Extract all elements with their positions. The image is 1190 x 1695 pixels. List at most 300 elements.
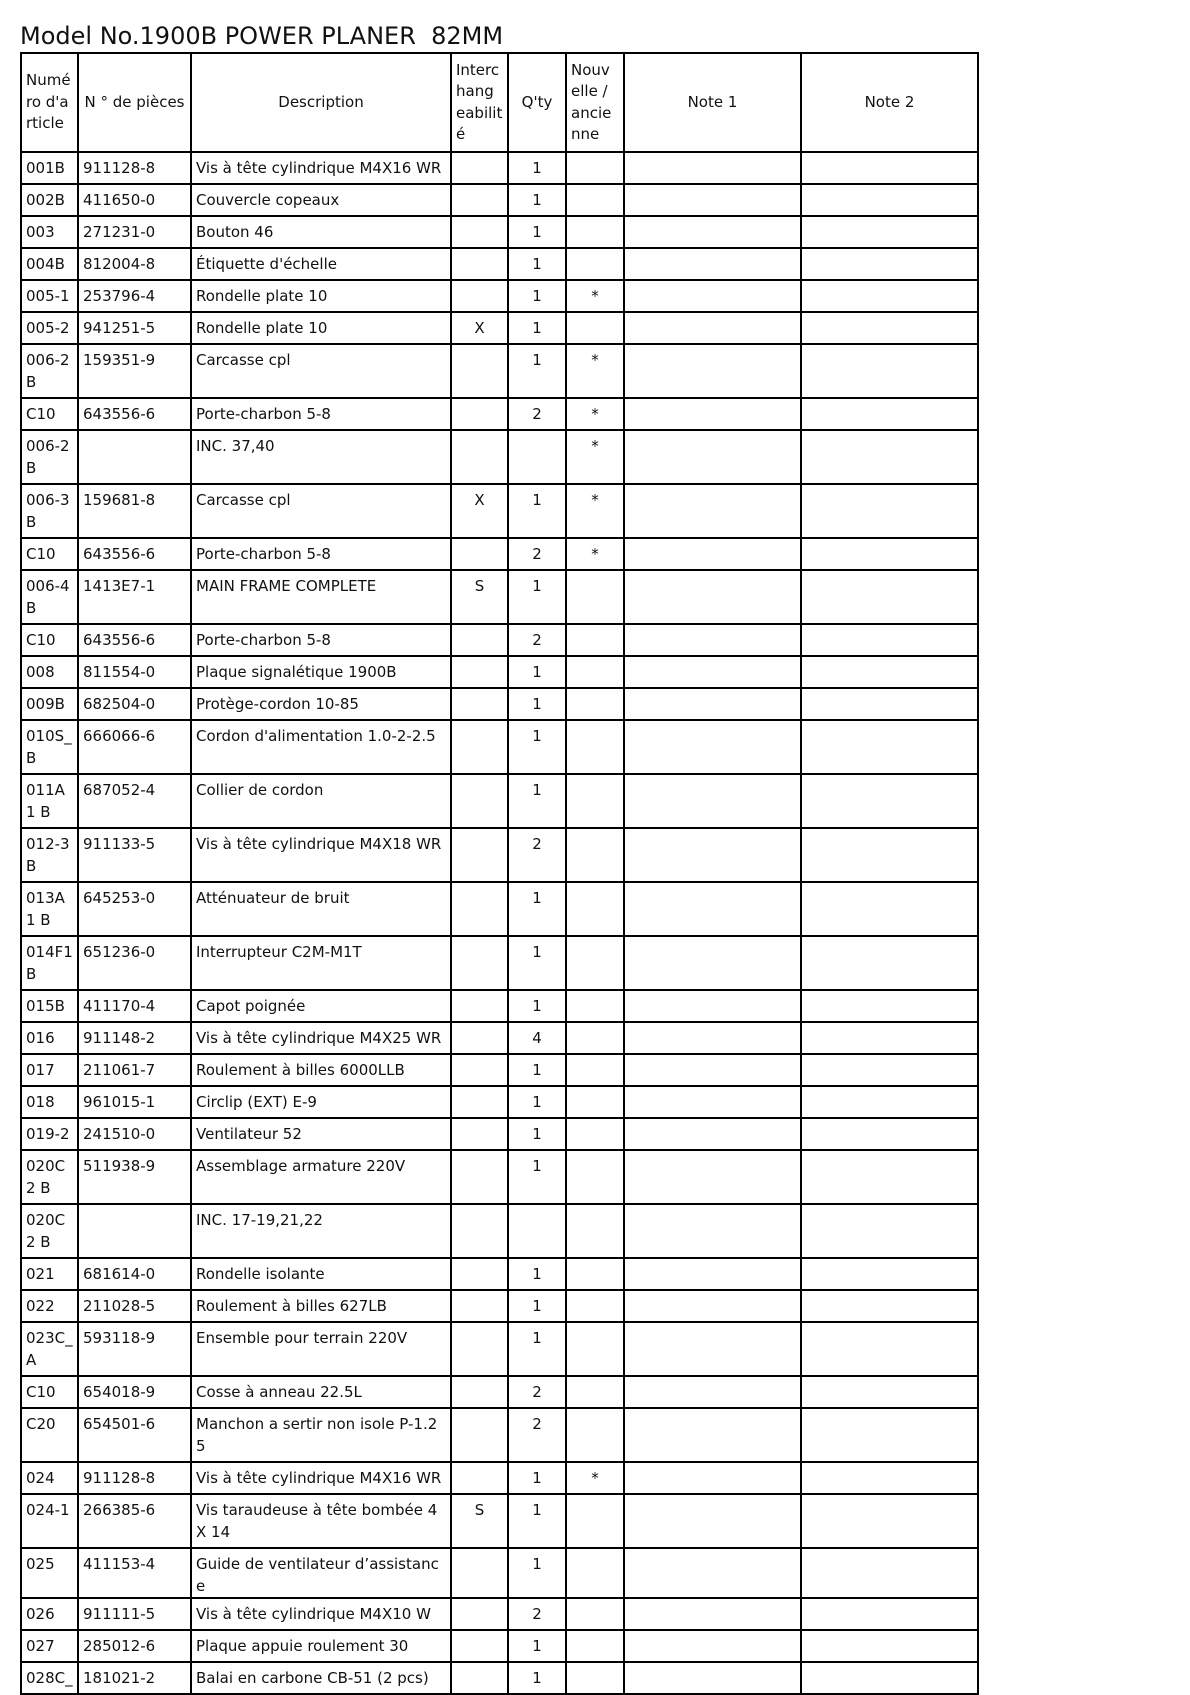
description-cell: Ventilateur 52 [191,1118,451,1150]
table-row [21,344,978,398]
note-2-cell [801,936,978,990]
quantity-cell: 1 [508,1630,566,1662]
item-number-cell: 017 [21,1054,78,1086]
note-1-cell [624,828,801,882]
header-note-2: Note 2 [801,53,978,152]
description-cell: Interrupteur C2M-M1T [191,936,451,990]
table-row [21,1258,978,1290]
table-row [21,1150,978,1204]
note-1-cell [624,1494,801,1548]
quantity-cell: 1 [508,344,566,398]
description-cell: Manchon a sertir non isole P-1.2 5 [191,1408,451,1462]
item-number-cell: 001B [21,152,78,184]
description-cell: Porte-charbon 5-8 [191,538,451,570]
new-old-cell [566,1408,624,1462]
header-interchangeability: Interc hang eabilit é [451,53,508,152]
description-cell: Vis à tête cylindrique M4X16 WR [191,152,451,184]
new-old-cell [566,882,624,936]
interchangeability-cell [451,624,508,656]
note-2-cell [801,828,978,882]
interchangeability-cell [451,656,508,688]
table-row [21,1630,978,1662]
new-old-cell [566,152,624,184]
interchangeability-cell [451,1022,508,1054]
new-old-cell: * [566,1462,624,1494]
description-cell: Rondelle plate 10 [191,312,451,344]
note-1-cell [624,152,801,184]
note-2-cell [801,484,978,538]
part-number-cell: 211028-5 [78,1290,191,1322]
interchangeability-cell [451,1054,508,1086]
table-row [21,1462,978,1494]
note-1-cell [624,248,801,280]
quantity-cell: 1 [508,152,566,184]
note-2-cell [801,570,978,624]
note-1-cell [624,1204,801,1258]
new-old-cell [566,688,624,720]
interchangeability-cell [451,1662,508,1694]
note-1-cell [624,280,801,312]
quantity-cell [508,430,566,484]
quantity-cell: 1 [508,1054,566,1086]
part-number-cell: 651236-0 [78,936,191,990]
description-cell: Ensemble pour terrain 220V [191,1322,451,1376]
part-number-cell: 961015-1 [78,1086,191,1118]
new-old-cell [566,990,624,1022]
item-number-cell: 004B [21,248,78,280]
quantity-cell: 1 [508,280,566,312]
interchangeability-cell [451,152,508,184]
note-2-cell [801,774,978,828]
quantity-cell: 1 [508,1462,566,1494]
note-1-cell [624,1462,801,1494]
description-cell: INC. 37,40 [191,430,451,484]
note-1-cell [624,184,801,216]
note-1-cell [624,936,801,990]
item-number-cell: 012-3 B [21,828,78,882]
item-number-cell: 010S_ B [21,720,78,774]
table-row [21,538,978,570]
interchangeability-cell [451,430,508,484]
new-old-cell: * [566,430,624,484]
note-1-cell [624,430,801,484]
description-cell: Carcasse cpl [191,484,451,538]
part-number-cell: 1413E7-1 [78,570,191,624]
new-old-cell [566,1150,624,1204]
table-row [21,688,978,720]
part-number-cell: 654501-6 [78,1408,191,1462]
interchangeability-cell [451,720,508,774]
table-row [21,152,978,184]
description-cell: Rondelle isolante [191,1258,451,1290]
note-2-cell [801,1118,978,1150]
item-number-cell: C10 [21,538,78,570]
quantity-cell: 1 [508,936,566,990]
item-number-cell: C10 [21,398,78,430]
description-cell: Roulement à billes 6000LLB [191,1054,451,1086]
new-old-cell [566,216,624,248]
item-number-cell: 024-1 [21,1494,78,1548]
interchangeability-cell [451,1630,508,1662]
table-row [21,216,978,248]
note-2-cell [801,882,978,936]
part-number-cell: 159681-8 [78,484,191,538]
quantity-cell: 4 [508,1022,566,1054]
note-2-cell [801,184,978,216]
item-number-cell: 006-4 B [21,570,78,624]
new-old-cell [566,1258,624,1290]
note-1-cell [624,344,801,398]
note-2-cell [801,430,978,484]
part-number-cell: 285012-6 [78,1630,191,1662]
table-row [21,1376,978,1408]
description-cell: Porte-charbon 5-8 [191,624,451,656]
note-1-cell [624,538,801,570]
new-old-cell: * [566,398,624,430]
parts-table [20,52,979,1695]
note-2-cell [801,1204,978,1258]
new-old-cell [566,184,624,216]
note-2-cell [801,1494,978,1548]
part-number-cell: 645253-0 [78,882,191,936]
part-number-cell: 911133-5 [78,828,191,882]
new-old-cell [566,248,624,280]
description-cell: INC. 17-19,21,22 [191,1204,451,1258]
item-number-cell: 006-3 B [21,484,78,538]
note-1-cell [624,774,801,828]
part-number-cell [78,1204,191,1258]
quantity-cell: 1 [508,1662,566,1694]
quantity-cell: 1 [508,570,566,624]
new-old-cell [566,570,624,624]
note-1-cell [624,1662,801,1694]
interchangeability-cell [451,1598,508,1630]
note-2-cell [801,1086,978,1118]
note-2-cell [801,1408,978,1462]
new-old-cell [566,1494,624,1548]
interchangeability-cell [451,1086,508,1118]
part-number-cell: 941251-5 [78,312,191,344]
interchangeability-cell [451,990,508,1022]
item-number-cell: 002B [21,184,78,216]
quantity-cell [508,1204,566,1258]
quantity-cell: 1 [508,990,566,1022]
note-1-cell [624,656,801,688]
new-old-cell [566,1322,624,1376]
item-number-cell: 025 [21,1548,78,1598]
part-number-cell: 411153-4 [78,1548,191,1598]
item-number-cell: C10 [21,624,78,656]
part-number-cell: 911148-2 [78,1022,191,1054]
quantity-cell: 1 [508,484,566,538]
quantity-cell: 2 [508,1408,566,1462]
new-old-cell [566,624,624,656]
item-number-cell: 023C_ A [21,1322,78,1376]
quantity-cell: 2 [508,1598,566,1630]
interchangeability-cell [451,1322,508,1376]
quantity-cell: 1 [508,1290,566,1322]
item-number-cell: 020C2 B [21,1150,78,1204]
table-row [21,184,978,216]
interchangeability-cell [451,1204,508,1258]
table-row [21,1494,978,1548]
new-old-cell [566,1290,624,1322]
note-2-cell [801,248,978,280]
note-2-cell [801,538,978,570]
new-old-cell [566,1086,624,1118]
part-number-cell: 643556-6 [78,398,191,430]
quantity-cell: 1 [508,1118,566,1150]
description-cell: Bouton 46 [191,216,451,248]
note-2-cell [801,312,978,344]
note-2-cell [801,624,978,656]
quantity-cell: 1 [508,1150,566,1204]
description-cell: Cosse à anneau 22.5L [191,1376,451,1408]
note-1-cell [624,216,801,248]
part-number-cell: 687052-4 [78,774,191,828]
quantity-cell: 1 [508,688,566,720]
description-cell: Vis à tête cylindrique M4X18 WR [191,828,451,882]
header-quantity: Q'ty [508,53,566,152]
note-1-cell [624,720,801,774]
table-row [21,1548,978,1598]
note-2-cell [801,280,978,312]
new-old-cell [566,1376,624,1408]
note-2-cell [801,1054,978,1086]
note-1-cell [624,1376,801,1408]
note-2-cell [801,1548,978,1598]
item-number-cell: C10 [21,1376,78,1408]
quantity-cell: 2 [508,1376,566,1408]
table-row [21,656,978,688]
description-cell: Balai en carbone CB-51 (2 pcs) [191,1662,451,1694]
description-cell: Roulement à billes 627LB [191,1290,451,1322]
new-old-cell [566,1598,624,1630]
description-cell: Vis à tête cylindrique M4X25 WR [191,1022,451,1054]
table-row [21,430,978,484]
part-number-cell: 593118-9 [78,1322,191,1376]
description-cell: Circlip (EXT) E-9 [191,1086,451,1118]
description-cell: Porte-charbon 5-8 [191,398,451,430]
item-number-cell: 028C_ [21,1662,78,1694]
item-number-cell: 027 [21,1630,78,1662]
interchangeability-cell [451,688,508,720]
interchangeability-cell [451,184,508,216]
part-number-cell: 181021-2 [78,1662,191,1694]
table-row [21,936,978,990]
note-2-cell [801,344,978,398]
interchangeability-cell [451,398,508,430]
interchangeability-cell: X [451,312,508,344]
interchangeability-cell: S [451,1494,508,1548]
new-old-cell [566,656,624,688]
note-1-cell [624,312,801,344]
note-2-cell [801,1022,978,1054]
interchangeability-cell [451,1376,508,1408]
header-item-number: Numé ro d'a rticle [21,53,78,152]
note-2-cell [801,1630,978,1662]
interchangeability-cell [451,774,508,828]
note-1-cell [624,1150,801,1204]
note-2-cell [801,1598,978,1630]
part-number-cell: 812004-8 [78,248,191,280]
item-number-cell: 005-2 [21,312,78,344]
part-number-cell: 666066-6 [78,720,191,774]
note-1-cell [624,1322,801,1376]
table-row [21,1598,978,1630]
interchangeability-cell [451,1150,508,1204]
note-1-cell [624,398,801,430]
note-2-cell [801,1462,978,1494]
quantity-cell: 2 [508,398,566,430]
interchangeability-cell [451,1258,508,1290]
table-row [21,398,978,430]
quantity-cell: 1 [508,1086,566,1118]
new-old-cell: * [566,344,624,398]
item-number-cell: 015B [21,990,78,1022]
header-description: Description [191,53,451,152]
note-1-cell [624,624,801,656]
header-new-old: Nouv elle / ancie nne [566,53,624,152]
item-number-cell: 021 [21,1258,78,1290]
header-note-1: Note 1 [624,53,801,152]
interchangeability-cell [451,1290,508,1322]
table-row [21,280,978,312]
table-row [21,248,978,280]
note-1-cell [624,688,801,720]
new-old-cell [566,1662,624,1694]
table-row [21,720,978,774]
part-number-cell: 271231-0 [78,216,191,248]
note-2-cell [801,720,978,774]
part-number-cell: 643556-6 [78,538,191,570]
table-row [21,1290,978,1322]
quantity-cell: 1 [508,1258,566,1290]
item-number-cell: 008 [21,656,78,688]
note-1-cell [624,1258,801,1290]
item-number-cell: 014F1 B [21,936,78,990]
item-number-cell: 013A1 B [21,882,78,936]
note-2-cell [801,1290,978,1322]
part-number-cell: 654018-9 [78,1376,191,1408]
interchangeability-cell [451,248,508,280]
table-row [21,312,978,344]
item-number-cell: 006-2 B [21,430,78,484]
part-number-cell: 911128-8 [78,1462,191,1494]
note-1-cell [624,484,801,538]
interchangeability-cell [451,1118,508,1150]
table-row [21,990,978,1022]
item-number-cell: 003 [21,216,78,248]
part-number-cell: 411650-0 [78,184,191,216]
part-number-cell: 682504-0 [78,688,191,720]
interchangeability-cell: X [451,484,508,538]
table-row [21,1022,978,1054]
interchangeability-cell: S [451,570,508,624]
new-old-cell [566,312,624,344]
quantity-cell: 2 [508,538,566,570]
new-old-cell [566,1054,624,1086]
table-row [21,1662,978,1694]
note-2-cell [801,1322,978,1376]
item-number-cell: 019-2 [21,1118,78,1150]
note-1-cell [624,1548,801,1598]
part-number-cell: 253796-4 [78,280,191,312]
item-number-cell: 016 [21,1022,78,1054]
note-1-cell [624,1054,801,1086]
note-2-cell [801,1662,978,1694]
quantity-cell: 1 [508,882,566,936]
new-old-cell [566,774,624,828]
quantity-cell: 2 [508,624,566,656]
interchangeability-cell [451,216,508,248]
part-number-cell: 643556-6 [78,624,191,656]
part-number-cell: 211061-7 [78,1054,191,1086]
new-old-cell: * [566,280,624,312]
table-row [21,828,978,882]
interchangeability-cell [451,936,508,990]
item-number-cell: 026 [21,1598,78,1630]
header-part-number: N ° de pièces [78,53,191,152]
part-number-cell: 681614-0 [78,1258,191,1290]
quantity-cell: 1 [508,1548,566,1598]
interchangeability-cell [451,1408,508,1462]
part-number-cell: 911128-8 [78,152,191,184]
note-2-cell [801,216,978,248]
description-cell: Plaque appuie roulement 30 [191,1630,451,1662]
item-number-cell: 011A1 B [21,774,78,828]
note-2-cell [801,990,978,1022]
new-old-cell: * [566,484,624,538]
note-2-cell [801,1150,978,1204]
new-old-cell [566,1204,624,1258]
part-number-cell: 159351-9 [78,344,191,398]
new-old-cell [566,720,624,774]
quantity-cell: 1 [508,1322,566,1376]
item-number-cell: C20 [21,1408,78,1462]
note-2-cell [801,1258,978,1290]
note-1-cell [624,1290,801,1322]
note-2-cell [801,656,978,688]
interchangeability-cell [451,882,508,936]
interchangeability-cell [451,1548,508,1598]
table-row [21,484,978,538]
description-cell: Guide de ventilateur d’assistance [191,1548,451,1598]
note-1-cell [624,1630,801,1662]
description-cell: Collier de cordon [191,774,451,828]
note-1-cell [624,570,801,624]
document-title: Model No.1900B POWER PLANER 82MM [20,22,504,50]
table-header-row [21,53,978,152]
description-cell: MAIN FRAME COMPLETE [191,570,451,624]
quantity-cell: 1 [508,312,566,344]
interchangeability-cell [451,828,508,882]
description-cell: Vis taraudeuse à tête bombée 4X 14 [191,1494,451,1548]
new-old-cell [566,828,624,882]
table-row [21,1408,978,1462]
quantity-cell: 1 [508,216,566,248]
part-number-cell: 241510-0 [78,1118,191,1150]
part-number-cell: 411170-4 [78,990,191,1022]
interchangeability-cell [451,1462,508,1494]
table-row [21,1322,978,1376]
table-row [21,1204,978,1258]
item-number-cell: 022 [21,1290,78,1322]
quantity-cell: 1 [508,1494,566,1548]
note-1-cell [624,1086,801,1118]
part-number-cell: 266385-6 [78,1494,191,1548]
note-2-cell [801,1376,978,1408]
